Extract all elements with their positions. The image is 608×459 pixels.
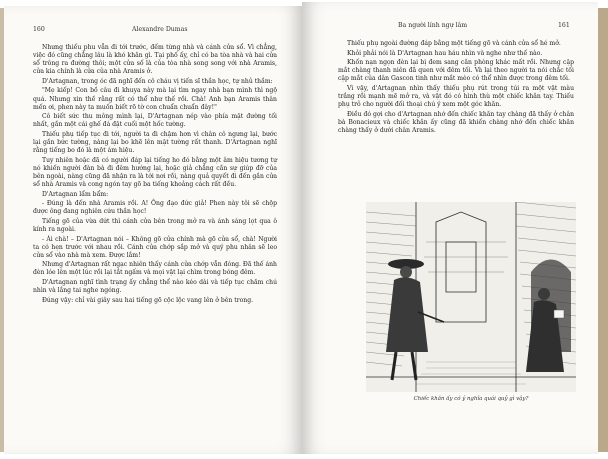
paragraph: Nhưng thiếu phu vẫn đi tới trước, đếm từng nhà và cánh cửa sổ. Vì chẳng, việc đó cũng chẳng lâu là khó khăn gì. Tại phố ấy, chỉ có ba tòa nhà và hai cửa sổ trông ra đường thôi; một cửa số là của tòa nhà song song với nhà Aramis, cửa kia chính là cửa của nhà Aramis ở. bbox=[33, 44, 277, 76]
paragraph: - Ái chà! – D'Artagnan nói – Không gõ cửa chính mà gõ cửa sổ, chà! Người ta có hẹn trước với nhau rồi. Cánh cửa chớp sắp mở và quý phu nhân sẽ leo cửa sổ vào nhà mà xem. Được lắm! bbox=[33, 235, 277, 259]
paragraph: D'Artagnan nghĩ tình trạng ấy chẳng thể nào kéo dài và tiếp tục chăm chú nhìn và lắng tai nghe ngóng. bbox=[33, 279, 277, 295]
paragraph: Thiếu phụ tiếp tục đi tới, người ta đi chậm hơn vì chân cô ngưng lại, bước lại gần bức tường, nàng lại bo khẽ lên mặt tường rất thanh. D'Artagnan nghĩ rằng tiếng bo đó là một ám hiệu. bbox=[33, 130, 277, 155]
paragraph: Tiếng gõ của vừa dứt thì cánh cửa bên trong mở ra và ánh sáng lọt qua ô kính ra ngoài. bbox=[33, 217, 277, 233]
paragraph: Tuy nhiên hoặc đã có người đáp lại tiếng ho đó bằng một âm hiệu tương tự nó khiến người đàn bà đi đêm hướng lại, hoặc giả chẳng cần sự giúp đỡ của bên ngoài, nàng cũng đã nhận ra là tới nơi rồi, nàng quả quyết đi đến gần cửa sổ nhà Aramis và cong ngón tay gõ ba tiếng khoảng cách rất đều. bbox=[33, 156, 277, 188]
left-page bbox=[4, 6, 302, 454]
left-page-number: 160 bbox=[33, 26, 45, 33]
paragraph: "Mẹ kiếp! Con bồ câu đi khuya này mà lại tìm ngay nhà bạn mình thì ngộ quá. Nhưng xin thề rằng rất có thể như thế rồi. Chà! Anh bạn Aramis thân mến ơi, phen này ta muốn biết rõ tờ con chuẩn chuẩn đây!" bbox=[33, 87, 277, 111]
paragraph: D'Artagnan lẩm bẩm: bbox=[42, 190, 109, 198]
paragraph: D'Artagnan, trong óc đã nghĩ đến cô cháu vị tiến sĩ thần học, tự nhủ thầm: bbox=[42, 77, 273, 85]
paragraph: Khốn nạn ngọn đèn lại bị đem sang căn phòng khác mất rồi. Nhưng cặp mắt chàng thanh niên đã quen với đêm tối. Và lại theo người ta nói chắc tối cặp mắt của dân Gascon tinh như mắt mèo có thể nhìn được trong đêm tối. bbox=[338, 59, 574, 83]
paragraph: Thiếu phụ ngoài đường đáp bằng một tiếng gõ và cánh cửa sổ hé mở. bbox=[347, 40, 561, 47]
paragraph: Nhưng d'Artagnan rất ngạc nhiên thấy cánh cửa chớp vẫn đóng. Đã thế ánh đèn lóe lên một lúc rồi lại tắt ngấm và mọi vật lại chìm trong bóng đêm. bbox=[33, 261, 277, 277]
illustration-caption: Chiếc khăn ấy có ý nghĩa quái quỷ gì vậy? bbox=[413, 396, 529, 402]
right-page-body bbox=[338, 40, 574, 137]
right-page-number: 161 bbox=[558, 22, 570, 29]
left-page-body bbox=[33, 44, 277, 306]
left-running-title: Alexandre Dumas bbox=[132, 26, 188, 33]
paragraph: Điều đó gợi cho d'Artagnan nhớ đến chiếc khăn tay chàng đã thấy ở chân bà Bonacieux và chiếc khăn ấy cũng đã khiến chàng nhớ đến chiếc khăn chàng thấy ở dưới chân Aramis. bbox=[338, 110, 574, 134]
paragraph: - Đúng là đến nhà Aramis rồi. A! Ông đạo đức giả! Phen này tôi sẽ chộp được ông đang nghiên cứu thần học! bbox=[33, 200, 277, 216]
engraving-illustration bbox=[366, 202, 576, 392]
right-running-title: Ba người lính ngự lâm bbox=[398, 22, 468, 29]
paragraph: Vì vậy, d'Artagnan nhìn thấy thiếu phụ rút trong túi ra một vật màu trắng rồi mạnh mẽ mở ra, và vật đó có hình thù một chiếc khăn tay. Thiếu phụ trỏ cho người đối thoại chú ý xem một góc khăn. bbox=[338, 84, 574, 109]
paragraph: Đúng vậy: chỉ vài giây sau hai tiếng gõ cộc lộc vang lên ở bên trong. bbox=[42, 296, 254, 304]
paragraph: Khỏi phải nói là D'Artagnan hau háu nhìn và nghe như thế nào. bbox=[347, 49, 543, 57]
right-page bbox=[302, 2, 598, 454]
paragraph: Cô biết sức thu mông mình lại, D'Artagnan nép vào phía mặt đường tối nhất, gần một cái ghế đá đặt cuối một hốc tường. bbox=[33, 113, 277, 129]
